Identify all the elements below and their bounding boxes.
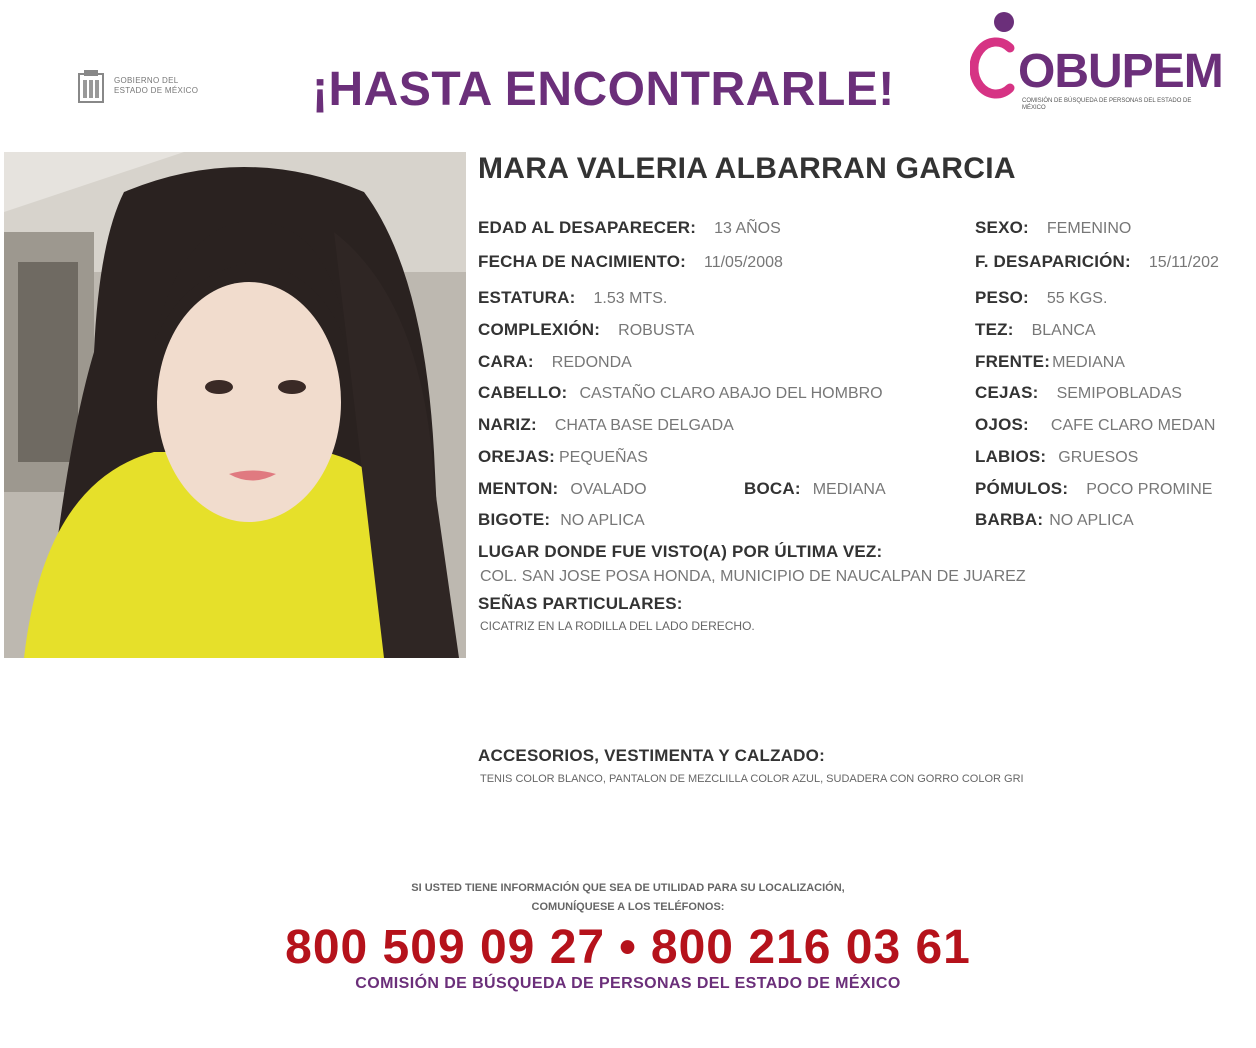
- field-ojos: [975, 415, 1215, 435]
- field-label: PESO:: [975, 288, 1029, 307]
- field-label: FRENTE:: [975, 352, 1051, 371]
- field-value: CHATA BASE DELGADA: [554, 417, 734, 434]
- phone-number-2[interactable]: 800 216 03 61: [650, 921, 971, 974]
- field-label: ESTATURA:: [478, 288, 576, 307]
- field-label: BIGOTE:: [478, 510, 551, 529]
- clothing-value: TENIS COLOR BLANCO, PANTALON DE MEZCLILLA COLOR AZUL, SUDADERA CON GORRO COLOR GRI: [480, 773, 1024, 785]
- field-value: 15/11/202: [1148, 254, 1219, 271]
- field-label: TEZ:: [975, 320, 1014, 339]
- field-cara: [478, 352, 632, 372]
- portrait-image: [4, 152, 466, 658]
- field-labios: [975, 447, 1138, 467]
- logo-dot-icon: [994, 12, 1014, 32]
- field-value: OVALADO: [570, 481, 647, 498]
- field-frente: [975, 352, 1125, 372]
- field-label: OREJAS:: [478, 447, 555, 466]
- field-value: POCO PROMINE: [1086, 481, 1213, 498]
- distinguishing-marks-value: CICATRIZ EN LA RODILLA DEL LADO DERECHO.: [480, 619, 755, 633]
- clothing-label: ACCESORIOS, VESTIMENTA Y CALZADO:: [478, 746, 825, 765]
- field-label: NARIZ:: [478, 415, 537, 434]
- field-cejas: [975, 383, 1182, 403]
- field-value: BLANCA: [1031, 322, 1096, 339]
- field-estatura: [478, 288, 667, 308]
- field-label: LABIOS:: [975, 447, 1047, 466]
- field-peso: [975, 288, 1107, 308]
- last-seen-value: COL. SAN JOSE POSA HONDA, MUNICIPIO DE NAUCALPAN DE JUAREZ: [480, 568, 1026, 585]
- phone-number-1[interactable]: 800 509 09 27: [285, 921, 606, 974]
- field-value: NO APLICA: [560, 512, 645, 529]
- gov-logo-line2: ESTADO DE MÉXICO: [114, 86, 199, 95]
- field-label: FECHA DE NACIMIENTO:: [478, 252, 686, 271]
- field-label: MENTON:: [478, 479, 559, 498]
- field-label: CEJAS:: [975, 383, 1039, 402]
- commission-name: COMISIÓN DE BÚSQUEDA DE PERSONAS DEL ESTADO DE MÉXICO: [355, 975, 901, 992]
- field-value: MEDIANA: [812, 481, 886, 498]
- cobupem-logo: [966, 10, 1223, 120]
- field-value: GRUESOS: [1058, 449, 1139, 466]
- field-label: OJOS:: [975, 415, 1029, 434]
- field-label: CARA:: [478, 352, 534, 371]
- field-nariz: [478, 415, 734, 435]
- gov-logo-line1: GOBIERNO DEL: [114, 76, 179, 85]
- gov-logo-text: [114, 76, 198, 96]
- field-label: BOCA:: [744, 479, 801, 498]
- phone-numbers: [0, 920, 1256, 975]
- missing-person-photo: [4, 152, 466, 658]
- phone-separator: •: [619, 921, 637, 974]
- contact-info-line1: SI USTED TIENE INFORMACIÓN QUE SEA DE UTILIDAD PARA SU LOCALIZACIÓN,: [411, 882, 845, 894]
- field-value: FEMENINO: [1046, 220, 1132, 237]
- field-barba: [975, 510, 1134, 530]
- field-value: NO APLICA: [1049, 512, 1134, 529]
- field-desaparicion: [975, 252, 1219, 272]
- field-value: 13 AÑOS: [714, 220, 781, 237]
- field-complexion: [478, 320, 694, 340]
- cobupem-subtitle: COMISIÓN DE BÚSQUEDA DE PERSONAS DEL ESTADO DE MÉXICO: [1022, 98, 1192, 111]
- field-sexo: [975, 218, 1131, 238]
- field-value: 1.53 MTS.: [593, 290, 668, 307]
- field-value: PEQUEÑAS: [558, 449, 648, 466]
- distinguishing-marks-label: SEÑAS PARTICULARES:: [478, 594, 683, 613]
- field-value: SEMIPOBLADAS: [1056, 385, 1182, 402]
- field-label: EDAD AL DESAPARECER:: [478, 218, 697, 237]
- field-value: CASTAÑO CLARO ABAJO DEL HOMBRO: [579, 385, 883, 402]
- field-pomulos: [975, 479, 1212, 499]
- person-name: MARA VALERIA ALBARRAN GARCIA: [478, 152, 1016, 185]
- field-boca: [744, 479, 886, 499]
- headline: ¡HASTA ENCONTRARLE!: [312, 63, 895, 116]
- field-label: F. DESAPARICIÓN:: [975, 252, 1131, 271]
- field-label: COMPLEXIÓN:: [478, 320, 601, 339]
- field-value: ROBUSTA: [618, 322, 695, 339]
- contact-info-line2: COMUNÍQUESE A LOS TELÉFONOS:: [531, 901, 725, 913]
- state-emblem-icon: [76, 68, 106, 106]
- field-bigote: [478, 510, 645, 530]
- field-orejas: [478, 447, 648, 467]
- cobupem-wordmark: OBUPEM: [1018, 45, 1223, 98]
- field-label: SEXO:: [975, 218, 1029, 237]
- last-seen-label: LUGAR DONDE FUE VISTO(A) POR ÚLTIMA VEZ:: [478, 542, 883, 561]
- field-value: 55 KGS.: [1046, 290, 1108, 307]
- field-value: MEDIANA: [1052, 354, 1125, 371]
- field-cabello: [478, 383, 883, 403]
- field-value: REDONDA: [551, 354, 632, 371]
- field-label: PÓMULOS:: [975, 479, 1069, 498]
- gov-logo: [76, 66, 246, 110]
- field-nacimiento: [478, 252, 783, 272]
- field-edad: [478, 218, 781, 238]
- field-label: CABELLO:: [478, 383, 568, 402]
- field-tez: [975, 320, 1096, 340]
- field-value: 11/05/2008: [704, 254, 783, 271]
- logo-c-icon: [970, 36, 1018, 100]
- field-label: BARBA:: [975, 510, 1044, 529]
- field-value: CAFE CLARO MEDAN: [1050, 417, 1216, 434]
- field-menton: [478, 479, 647, 499]
